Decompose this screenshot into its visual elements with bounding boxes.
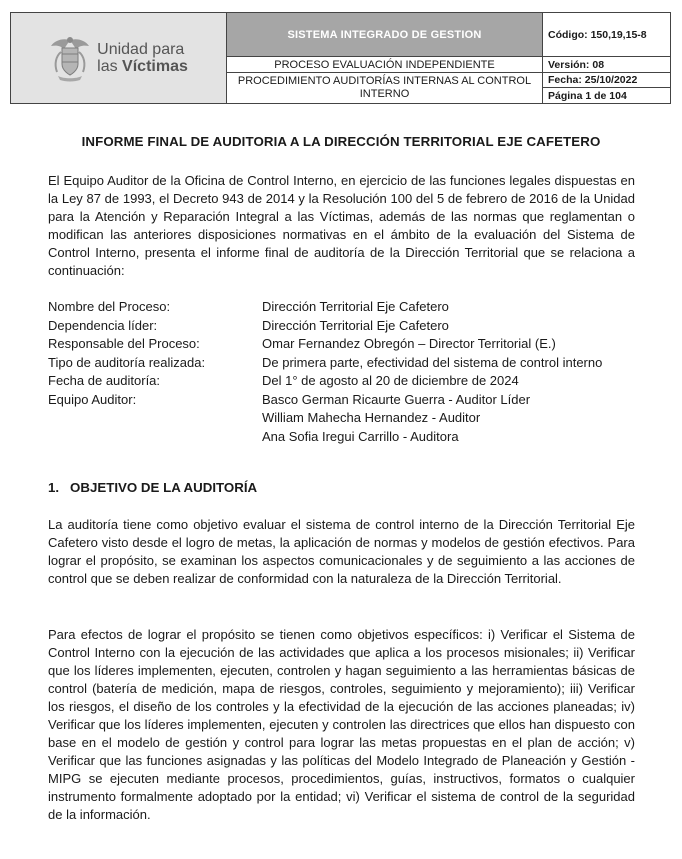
info-label: Equipo Auditor:	[48, 391, 137, 407]
info-value: Omar Fernandez Obregón – Director Territorial (E.)	[262, 336, 556, 351]
specific-objectives-paragraph: Para efectos de lograr el propósito se tienen como objetivos específicos: i) Verificar el Sistema de Control Interno con la ejecución de las actividades que aplica a los procesos misionales; ii) Verificar que los líderes implementen, ejecuten, controlen y hagan seguimiento a las herramientas básicas de control (batería de medición, mapa de riesgos, controles, seguimiento y mejoramiento); iii) Verificar los riesgos, el diseño de los controles y la efectividad de la ejecución de las acciones planeadas; iv) Verificar que los líderes implementen, ejecuten y controlen las directrices que ellos han dispuesto con base en el modelo de gestión y control para lograr las metas propuestas en el plan de acción; v) Verificar que las funciones asignadas y las políticas del Modelo Integrado de Planeación y Gestión - MIPG se ejecuten mediante procesos, procedimientos, guías, instructivos, formatos o cualquier instrumento formalmente adoptado por la entidad; vi) Verificar el sistema de control de la seguridad de la información.	[48, 627, 635, 822]
page-current: 1	[585, 89, 592, 102]
info-row	[48, 317, 648, 336]
info-row	[48, 428, 648, 447]
objective-paragraph: La auditoría tiene como objetivo evaluar el sistema de control interno de la Dirección Territorial Eje Cafetero visto desde el logro de metas, la aplicación de normas y modelos de gestión efectivos. Para lograr el propósito, se examinan los aspectos comunicacionales y de seguimiento a las acciones de control que se deben realizar de conformidad con la naturaleza de la Dirección Territorial.	[48, 517, 635, 586]
document-version: Versión: 08	[543, 57, 670, 73]
report-title: INFORME FINAL DE AUDITORIA A LA DIRECCIÓN TERRITORIAL EJE CAFETERO	[81, 134, 601, 149]
audit-info-list	[48, 298, 648, 446]
procedure-name: PROCEDIMIENTO AUDITORÍAS INTERNAS AL CONTROL INTERNO	[227, 73, 543, 103]
page-indicator	[543, 88, 670, 103]
document-code: Código: 150,19,15-8	[543, 13, 670, 57]
info-value: Basco German Ricaurte Guerra - Auditor Líder	[262, 391, 531, 407]
system-title: SISTEMA INTEGRADO DE GESTION	[227, 13, 543, 57]
logo-line-2-bold: Víctimas	[122, 58, 188, 75]
info-row	[48, 298, 648, 317]
info-value: Del 1° de agosto al 20 de diciembre de 2024	[262, 373, 519, 388]
info-row	[48, 335, 648, 354]
logo-line-2-prefix: las	[97, 58, 123, 75]
intro-paragraph: El Equipo Auditor de la Oficina de Control Interno, en ejercicio de las funciones legales dispuestas en la Ley 87 de 1993, el Decreto 943 de 2014 y la Resolución 100 del 5 de febrero de 2016 de la Unidad para la Atención y Reparación Integral a las Víctimas, además de las normas que reglamentan o modifican las anteriores disposiciones normativas en el ámbito de la evaluación del Sistema de Control Interno, presenta el informe final de auditoría de la Dirección Territorial que se relaciona a continuación:	[48, 173, 635, 278]
institution-logo	[11, 13, 227, 103]
section-heading	[48, 480, 257, 495]
process-name: PROCESO EVALUACIÓN INDEPENDIENTE	[227, 57, 543, 73]
info-row	[48, 354, 648, 373]
document-metadata	[543, 13, 670, 103]
info-label: Fecha de auditoría:	[48, 373, 161, 388]
logo-wordmark	[97, 41, 188, 75]
info-label: Tipo de auditoría realizada:	[48, 354, 206, 370]
info-row	[48, 372, 648, 391]
info-value: Dirección Territorial Eje Cafetero	[262, 317, 449, 333]
section-number: 1.	[48, 480, 60, 495]
info-label: Dependencia líder:	[48, 317, 158, 333]
info-row	[48, 391, 648, 410]
info-value: Dirección Territorial Eje Cafetero	[262, 299, 449, 314]
page-of: de	[591, 89, 610, 102]
info-row	[48, 409, 648, 428]
info-value: De primera parte, efectividad del sistema de control interno	[262, 354, 603, 370]
document-header	[10, 12, 671, 104]
page-total: 104	[609, 89, 627, 102]
info-value: William Mahecha Hernandez - Auditor	[262, 410, 481, 425]
info-label: Nombre del Proceso:	[48, 299, 171, 314]
page-prefix: Página	[548, 89, 586, 102]
document-date: Fecha: 25/10/2022	[543, 73, 670, 88]
info-label	[48, 409, 262, 428]
info-label	[48, 428, 262, 447]
logo-line-1: Unidad para	[97, 41, 185, 58]
info-label: Responsable del Proceso:	[48, 336, 200, 351]
info-value: Ana Sofia Iregui Carrillo - Auditora	[262, 428, 459, 444]
coat-of-arms-icon	[49, 34, 91, 82]
section-title: OBJETIVO DE LA AUDITORÍA	[70, 480, 258, 495]
logo-line-2	[97, 58, 188, 75]
